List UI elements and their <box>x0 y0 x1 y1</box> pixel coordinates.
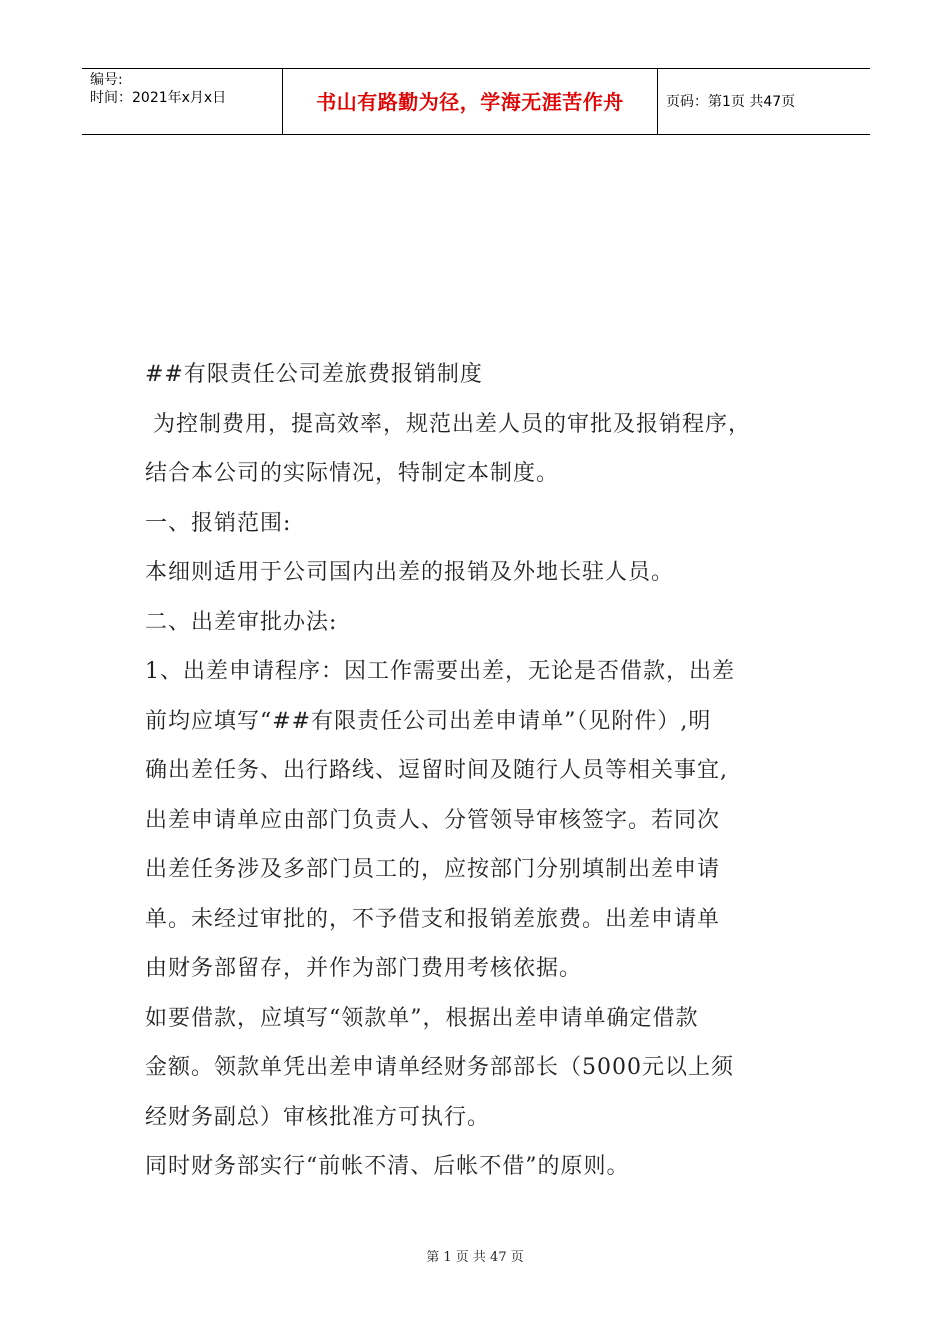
paragraph-line: 结合本公司的实际情况，特制定本制度。 <box>145 461 560 486</box>
paragraph-line: 单。未经过审批的，不予借支和报销差旅费。出差申请单 <box>145 906 721 932</box>
section-heading: 二、出差审批办法: <box>145 609 338 635</box>
document-title: ##有限责任公司差旅费报销制度 <box>145 362 483 387</box>
paragraph-line: 出差申请单应由部门负责人、分管领导审核签字。若同次 <box>145 807 721 833</box>
paragraph-line: 出差任务涉及多部门员工的，应按部门分别填制出差申请 <box>145 857 721 882</box>
document-body <box>145 350 835 1192</box>
paragraph-line: 如要借款，应填写“领款单”，根据出差申请单确定借款 <box>145 1005 699 1031</box>
paragraph-line: 1、出差申请程序：因工作需要出差，无论是否借款，出差 <box>145 659 735 684</box>
paragraph-line: 前均应填写“##有限责任公司出差申请单”（见附件）,明 <box>145 708 712 734</box>
document-header <box>82 68 870 135</box>
section-heading: 一、报销范围: <box>145 510 292 536</box>
paragraph-line: 金额。领款单凭出差申请单经财务部部长（5000元以上须 <box>145 1055 734 1080</box>
paragraph-line: 本细则适用于公司国内出差的报销及外地长驻人员。 <box>145 560 675 585</box>
header-page-info: 页码：第1页 共47页 <box>666 94 796 110</box>
header-time-label: 时间：2021年x月x日 <box>90 90 227 106</box>
header-meta <box>82 69 282 134</box>
page-footer: 第 1 页 共 47 页 <box>426 1250 524 1265</box>
header-number-label: 编号: <box>90 72 123 88</box>
paragraph-line: 确出差任务、出行路线、逗留时间及随行人员等相关事宜, <box>145 758 728 783</box>
paragraph-line: 经财务副总）审核批准方可执行。 <box>145 1104 491 1130</box>
header-motto: 书山有路勤为径，学海无涯苦作舟 <box>282 69 658 134</box>
paragraph-line: 由财务部留存，并作为部门费用考核依据。 <box>145 956 583 981</box>
paragraph-line: 为控制费用，提高效率，规范出差人员的审批及报销程序， <box>145 411 751 437</box>
paragraph-line: 同时财务部实行“前帐不清、后帐不借”的原则。 <box>145 1154 630 1179</box>
